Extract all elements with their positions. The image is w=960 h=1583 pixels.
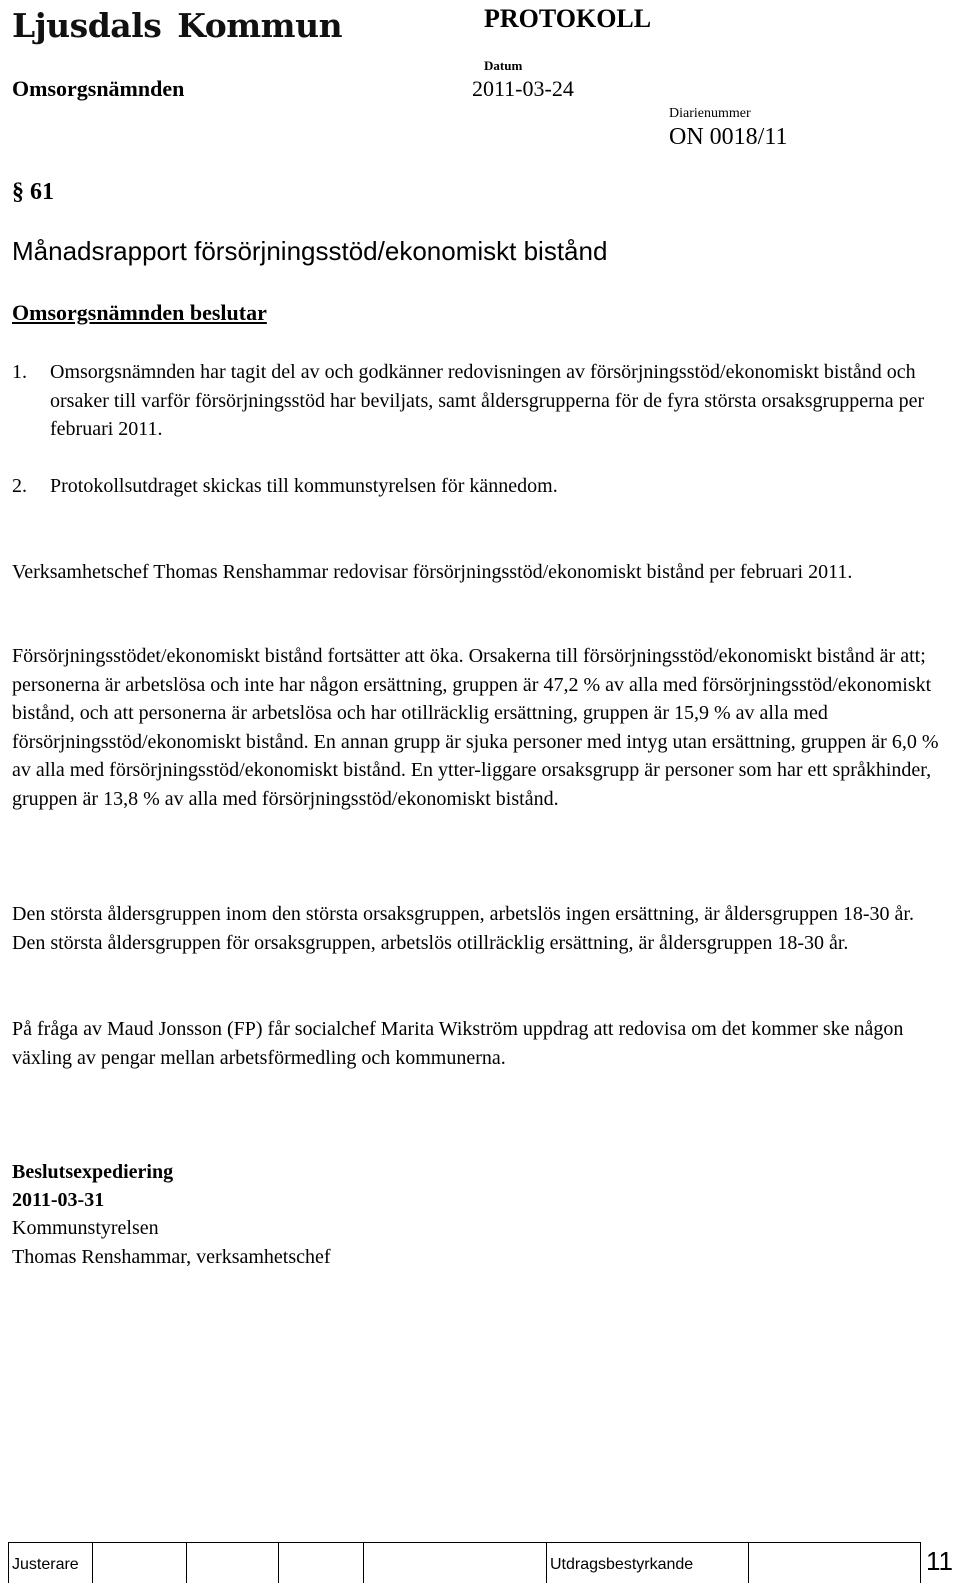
body-paragraph: På fråga av Maud Jonsson (FP) får socialchef Marita Wikström uppdrag att redovisa om det kommer ske någon växling av pengar mellan arbetsförmedling och kommunerna. bbox=[12, 1018, 904, 1069]
registration-label: Diarienummer bbox=[669, 106, 751, 121]
decision-item bbox=[12, 358, 942, 444]
footer-cell bbox=[278, 1542, 279, 1583]
registration-number: ON 0018/11 bbox=[669, 124, 788, 150]
footer-cell bbox=[546, 1542, 547, 1583]
footer-cell bbox=[920, 1542, 921, 1583]
dispatch-date: 2011-03-31 bbox=[12, 1189, 105, 1211]
footer-cell bbox=[748, 1542, 749, 1583]
logo-text-left: Ljusdals bbox=[12, 5, 162, 45]
committee-name: Omsorgsnämnden bbox=[12, 76, 185, 101]
footer-cell bbox=[8, 1542, 9, 1583]
date-value: 2011-03-24 bbox=[472, 76, 574, 101]
justerare-label: Justerare bbox=[12, 1556, 79, 1573]
page-footer bbox=[8, 1542, 952, 1583]
footer-cell bbox=[363, 1542, 364, 1583]
decision-text: Protokollsutdraget skickas till kommunstyrelsen för kännedom. bbox=[50, 475, 558, 497]
body-paragraph: Försörjningsstödet/ekonomiskt bistånd fortsätter att öka. Orsakerna till försörjningsstöd/ekonomiskt bistånd är att; personerna är arbetslösa och inte har någon ersättning, gruppen är 47,2 % av alla med försörjningsstöd/ekonomiskt bistånd, och att personerna är arbetslösa och har otillräcklig ersättning, gruppen är 15,9 % av alla med försörjningsstöd/ekonomiskt bistånd. En annan grupp är sjuka personer med intyg utan ersättning, gruppen är 6,0 % av alla med försörjningsstöd/ekonomiskt bistånd. En ytter-liggare orsaksgrupp är personer som har ett språkhinder, gruppen är 13,8 % av alla med försörjningsstöd/ekonomiskt bistånd. bbox=[12, 645, 939, 810]
paragraph-number: § 61 bbox=[12, 179, 54, 205]
decision-number: 1. bbox=[12, 361, 27, 383]
body-paragraph: Den största åldersgruppen inom den största orsaksgruppen, arbetslös ingen ersättning, är åldersgruppen 18-30 år. Den största åldersgruppen för orsaksgruppen, arbetslös otillräcklig ersättning, är åldersgruppen 18-30 år. bbox=[12, 903, 914, 954]
decision-item bbox=[12, 472, 558, 501]
municipality-logo bbox=[12, 2, 342, 48]
logo-text-right: Kommun bbox=[177, 5, 343, 45]
body-paragraph: Verksamhetschef Thomas Renshammar redovisar försörjningsstöd/ekonomiskt bistånd per februari 2011. bbox=[12, 561, 853, 583]
utdrag-label: Utdragsbestyrkande bbox=[550, 1556, 694, 1573]
decision-text: Omsorgsnämnden har tagit del av och godkänner redovisningen av försörjningsstöd/ekonomiskt bistånd och orsaker till varför försörjningsstöd har beviljats, samt åldersgrupperna för de fyra största orsaksgrupperna per februari 2011. bbox=[50, 361, 925, 440]
decision-number: 2. bbox=[12, 475, 27, 497]
page-number: 11 bbox=[926, 1546, 953, 1576]
date-label: Datum bbox=[484, 58, 523, 73]
dispatch-person: Thomas Renshammar, verksamhetschef bbox=[12, 1246, 331, 1268]
document-type: PROTOKOLL bbox=[484, 4, 652, 33]
dispatch-recipient: Kommunstyrelsen bbox=[12, 1217, 159, 1239]
section-title: Månadsrapport försörjningsstöd/ekonomiskt bistånd bbox=[12, 236, 608, 266]
dispatch-heading: Beslutsexpediering bbox=[12, 1161, 174, 1183]
footer-cell bbox=[186, 1542, 187, 1583]
footer-cell bbox=[92, 1542, 93, 1583]
decision-heading: Omsorgsnämnden beslutar bbox=[12, 300, 267, 325]
footer-divider bbox=[8, 1542, 920, 1543]
